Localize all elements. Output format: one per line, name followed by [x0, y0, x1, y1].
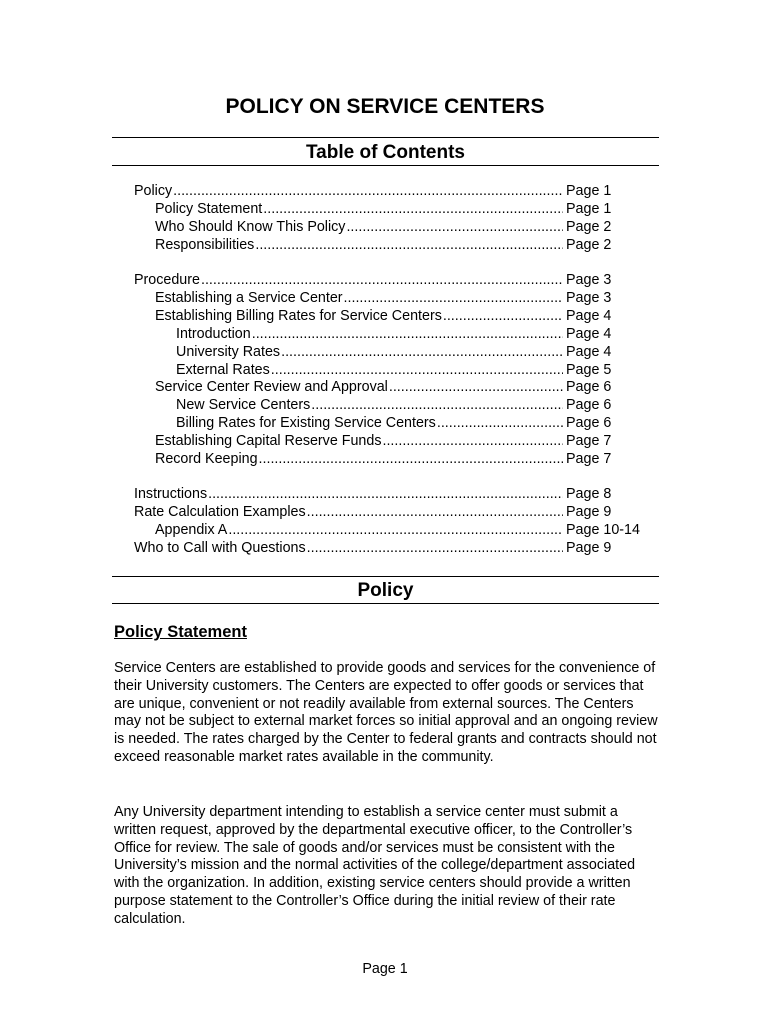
toc-entry-label: Establishing Capital Reserve Funds: [155, 432, 382, 449]
toc-entry-page: Page 8: [566, 486, 612, 503]
toc-entry-label: University Rates: [176, 343, 281, 360]
toc-entry-page: Page 6: [566, 415, 612, 432]
toc-entry-label: Instructions: [134, 486, 208, 503]
toc-entry-page: Page 9: [566, 540, 612, 556]
toc-entry-page: Page 5: [566, 361, 612, 378]
toc-leader-dots: [208, 485, 563, 503]
toc-entry-page: Page 4: [566, 325, 612, 342]
toc-entry-label: Policy Statement: [155, 200, 263, 217]
toc-entry-label: Procedure: [134, 272, 200, 289]
toc-entry-label: External Rates: [176, 361, 270, 378]
toc-leader-dots: [228, 521, 563, 539]
toc-entry: [155, 289, 564, 307]
toc-entry-page: Page 1: [566, 183, 612, 199]
toc-entry: [176, 343, 564, 361]
toc-leader-dots: [346, 218, 563, 236]
toc-entry-page: Page 2: [566, 236, 612, 253]
toc-leader-dots: [201, 271, 563, 289]
toc-leader-dots: [173, 182, 563, 200]
toc-entry: [176, 361, 564, 379]
policy-statement-heading: Policy Statement: [114, 623, 247, 641]
toc-entry-page: Page 7: [566, 450, 612, 467]
toc-entry: [134, 503, 564, 521]
toc-leader-dots: [263, 200, 563, 218]
toc-entry-label: Establishing a Service Center: [155, 290, 343, 307]
toc-entry-page: Page 3: [566, 290, 612, 307]
toc-leader-dots: [259, 450, 563, 468]
toc-entry-page: Page 3: [566, 272, 612, 289]
toc-entry: [134, 182, 564, 200]
toc-entry: [134, 539, 564, 557]
toc-entry-label: Service Center Review and Approval: [155, 379, 388, 396]
policy-heading: Policy: [357, 580, 414, 601]
divider: [112, 165, 659, 166]
toc-entry-label: Responsibilities: [155, 236, 255, 253]
toc-leader-dots: [311, 396, 563, 414]
toc-entry: [155, 218, 564, 236]
toc-entry: [155, 450, 564, 468]
toc-entry-page: Page 7: [566, 432, 612, 449]
toc-entry-label: New Service Centers: [176, 397, 311, 414]
divider: [112, 603, 659, 604]
toc-entry-label: Record Keeping: [155, 450, 258, 467]
toc-entry-page: Page 4: [566, 343, 612, 360]
toc-leader-dots: [307, 539, 563, 557]
toc-entry: [134, 271, 564, 289]
toc-leader-dots: [252, 325, 563, 343]
toc-entry: [155, 307, 564, 325]
toc-entry-page: Page 4: [566, 307, 612, 324]
toc-entry-page: Page 9: [566, 504, 612, 521]
toc-leader-dots: [271, 361, 563, 379]
toc-heading: Table of Contents: [305, 142, 466, 163]
divider: [112, 576, 659, 577]
toc-leader-dots: [437, 414, 563, 432]
toc-leader-dots: [389, 378, 563, 396]
toc-entry-page: Page 2: [566, 218, 612, 235]
toc-leader-dots: [344, 289, 563, 307]
toc-entry: [155, 378, 564, 396]
toc-entry: [155, 521, 564, 539]
toc-entry-label: Introduction: [176, 325, 251, 342]
toc-entry-label: Establishing Billing Rates for Service Centers: [155, 307, 442, 324]
toc-leader-dots: [443, 307, 563, 325]
toc-entry-label: Who Should Know This Policy: [155, 218, 346, 235]
toc-leader-dots: [255, 236, 563, 254]
toc-entry-page: Page 1: [566, 200, 612, 217]
toc-entry-page: Page 6: [566, 397, 612, 414]
toc-entry: [155, 236, 564, 254]
toc-entry-page: Page 6: [566, 379, 612, 396]
document-title: POLICY ON SERVICE CENTERS: [225, 95, 545, 118]
toc-entry: [176, 414, 564, 432]
toc-leader-dots: [281, 343, 563, 361]
toc-leader-dots: [382, 432, 563, 450]
divider: [112, 137, 659, 138]
toc-entry: [155, 200, 564, 218]
toc-entry-label: Billing Rates for Existing Service Centers: [176, 415, 436, 432]
toc-entry-label: Policy: [134, 183, 173, 199]
toc-entry-page: Page 10-14: [566, 522, 640, 539]
toc-entry-label: Who to Call with Questions: [134, 540, 306, 556]
paragraph: Any University department intending to establish a service center must submit a written request, approved by the departmental executive officer, to the Controller’s Office for review. The sale of goods and/or services must be consistent with the University’s mission and the normal activities of the college/department associated with the organization. In addition, existing service centers should provide a written purpose statement to the Controller’s Office during the initial review of their rate calculation.: [114, 804, 636, 927]
toc-entry: [176, 396, 564, 414]
toc-entry-label: Rate Calculation Examples: [134, 504, 306, 521]
toc-entry: [134, 485, 564, 503]
paragraph: Service Centers are established to provide goods and services for the convenience of their University customers. The Centers are expected to offer goods or services that are unique, convenient or not readily available from external sources. The Centers may not be subject to external market forces so initial approval and an ongoing review is needed. The rates charged by the Center to federal grants and contracts should not exceed reasonable market rates available in the community.: [114, 660, 658, 765]
toc-entry-label: Appendix A: [155, 522, 228, 539]
toc-entry: [176, 325, 564, 343]
toc-entry: [155, 432, 564, 450]
page-number: Page 1: [362, 961, 408, 977]
toc-leader-dots: [307, 503, 563, 521]
